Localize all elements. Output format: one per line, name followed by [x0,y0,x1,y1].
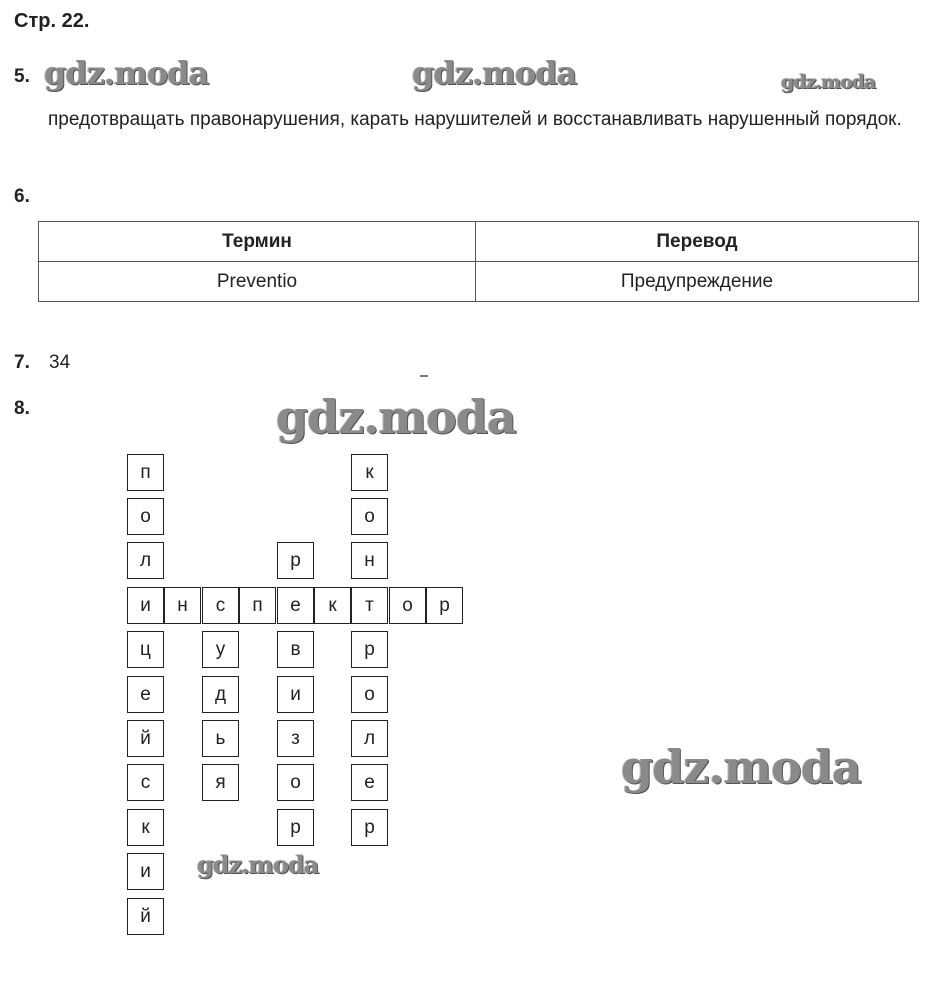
crossword-cell: н [164,587,201,624]
table-cell-term: Preventio [39,262,476,302]
crossword-cell: р [351,809,388,846]
crossword-cell: с [127,764,164,801]
crossword-cell: р [277,542,314,579]
watermark-logo: gdz.moda [781,71,876,93]
crossword-cell: л [351,720,388,757]
crossword-cell: о [351,498,388,535]
crossword-cell: к [314,587,351,624]
task-7-answer: 34 [49,352,71,373]
crossword-cell: к [127,809,164,846]
crossword-cell: к [351,454,388,491]
crossword-cell: н [351,542,388,579]
task-5-number: 5. [14,66,30,87]
crossword-cell: т [351,587,388,624]
watermark-logo: gdz.moda [197,850,319,879]
crossword-cell: д [202,676,239,713]
column-header-translation: Перевод [476,222,919,262]
crossword-cell: о [277,764,314,801]
crossword-cell: р [426,587,463,624]
crossword-cell: р [277,809,314,846]
crossword-cell: и [277,676,314,713]
crossword-cell: л [127,542,164,579]
crossword-cell: ц [127,631,164,668]
task-8-number: 8. [14,398,30,419]
task-6-number: 6. [14,186,30,207]
crossword-cell: й [127,720,164,757]
crossword-cell: в [277,631,314,668]
crossword-cell: я [202,764,239,801]
column-header-term: Термин [39,222,476,262]
page-title: Стр. 22. [14,10,90,32]
crossword-cell: е [277,587,314,624]
table-cell-translation: Предупреждение [476,262,919,302]
task-7-number: 7. [14,352,30,373]
watermark-logo: gdz.moda [412,54,577,92]
watermark-logo: gdz.moda [621,740,861,794]
crossword-cell: и [127,587,164,624]
crossword-cell: у [202,631,239,668]
crossword-cell: и [127,853,164,890]
crossword-cell: о [351,676,388,713]
crossword-cell: е [351,764,388,801]
crossword-cell: п [239,587,276,624]
crossword-cell: ь [202,720,239,757]
crossword-cell: р [351,631,388,668]
watermark-logo: gdz.moda [44,54,209,92]
crossword-cell: й [127,898,164,935]
crossword-cell: п [127,454,164,491]
crossword-cell: е [127,676,164,713]
crossword-cell: о [389,587,426,624]
watermark-logo: gdz.moda [276,390,516,444]
task-5-answer: предотвращать правонарушения, карать нарушителей и восстанавливать нарушенный порядок. [48,109,902,130]
crossword-cell: с [202,587,239,624]
crossword-cell: о [127,498,164,535]
crossword-cell: з [277,720,314,757]
